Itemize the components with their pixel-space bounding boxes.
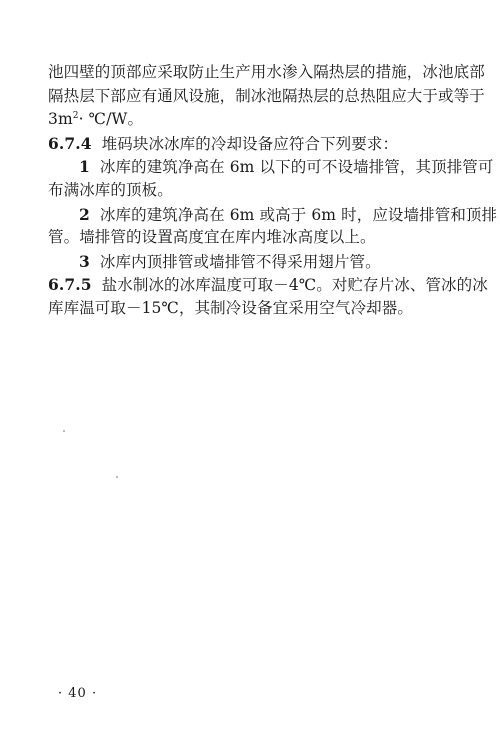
list-item — [48, 203, 498, 227]
item-text: 冰库的建筑净高在 6m 以下的可不设墙排管，其顶排管可 — [99, 158, 494, 177]
scan-speck — [116, 476, 118, 478]
clause-text: 堆码块冰冰库的冷却设备应符合下列要求： — [101, 134, 399, 153]
clause-text-continued: 库库温可取－15℃，其制冷设备宜采用空气冷却器。 — [48, 298, 413, 317]
text-line: 隔热层下部应有通风设施，制冰池隔热层的总热阻应大于或等于 — [48, 86, 485, 105]
item-text-continued: 管。墙排管的设置高度宜在库内堆冰高度以上。 — [48, 228, 376, 247]
body-text — [48, 61, 498, 321]
item-text-continued: 布满冰库的顶板。 — [48, 180, 173, 199]
superscript: 2 — [72, 111, 79, 122]
item-number: 3 — [79, 251, 90, 271]
clause-number: 6.7.5 — [48, 275, 92, 295]
thermal-resistance-unit: · ℃/W。 — [78, 110, 144, 129]
list-item — [48, 250, 464, 274]
text-line: 池四壁的顶部应采取防止生产用水渗入隔热层的措施，冰池底部 — [48, 63, 485, 81]
item-number: 2 — [79, 204, 90, 224]
list-item — [48, 155, 494, 179]
item-text: 冰库的建筑净高在 6m 或高于 6m 时，应设墙排管和顶排 — [99, 205, 498, 224]
clause-6-7-5 — [48, 273, 488, 297]
scan-speck — [63, 430, 65, 432]
clause-text: 盐水制冰的冰库温度可取－4℃。对贮存片冰、管冰的冰 — [101, 276, 488, 295]
item-number: 1 — [79, 157, 90, 177]
text-line — [48, 108, 464, 132]
clause-number: 6.7.4 — [48, 133, 92, 153]
item-text: 冰库内顶排管或墙排管不得采用翅片管。 — [99, 252, 381, 271]
page-number: · 40 · — [58, 686, 98, 701]
thermal-resistance-value: 3m — [48, 110, 73, 129]
clause-6-7-4 — [48, 132, 464, 156]
